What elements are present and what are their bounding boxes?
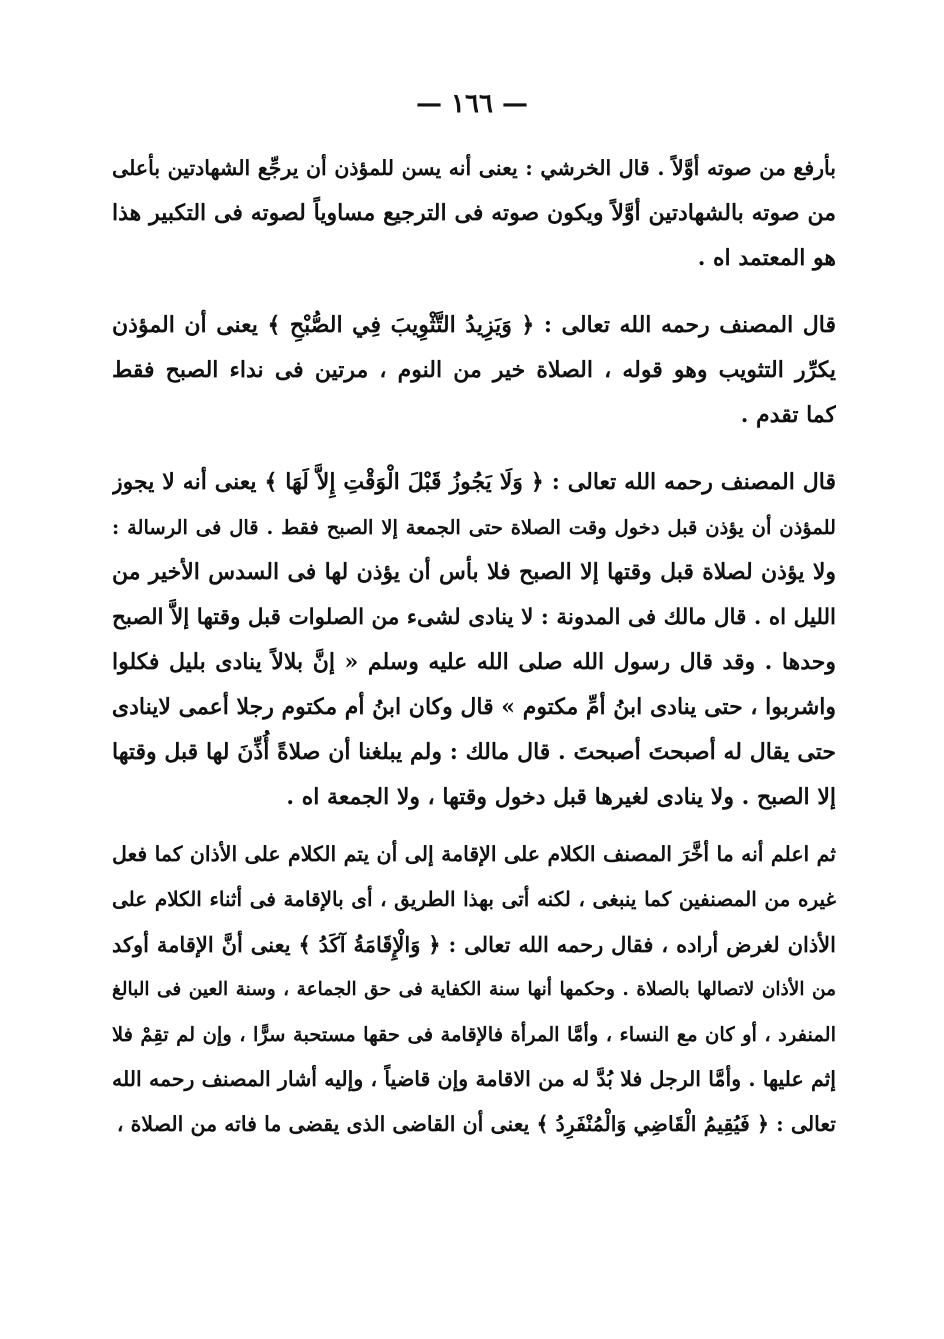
text-line: بأرفع من صوته أوَّلاً . قال الخرشي : يعنى أنه يسن للمؤذن أن يرجِّع الشهادتين بأعلى xyxy=(112,156,836,180)
text-line: واشربوا ، حتى ينادى ابنُ أمِّ مكتوم » قال وكان ابنُ أم مكتوم رجلا أعمى لاينادى xyxy=(112,694,836,720)
paragraph-4 xyxy=(112,832,836,1147)
text-line: وحدها . وقد قال رسول الله صلى الله عليه وسلم « إنَّ بلالاً ينادى بليل فكلوا xyxy=(112,649,836,675)
text-line: هو المعتمد اه . xyxy=(697,245,836,271)
text-line: قال المصنف رحمه الله تعالى : ﴿ وَيَزِيدُ التَّثْوِيبَ فِي الصُّبْحِ ﴾ يعنى أن المؤذن xyxy=(112,312,836,338)
page-number: — ١٦٦ — xyxy=(415,89,529,119)
text-line: حتى يقال له أصبحتَ أصبحتَ . قال مالك : ولم يبلغنا أن صلاةً أُذِّنَ لها قبل وقتها xyxy=(112,739,836,765)
body-text xyxy=(112,146,836,1147)
paragraph-3 xyxy=(112,460,836,820)
text-line: تعالى : ﴿ فَيُقِيمُ الْقَاضِي وَالْمُنْفَرِدُ ﴾ يعنى أن القاضى الذى يقضى ما فاته من الصلاة ، xyxy=(116,1112,836,1136)
text-line: من الأذان لاتصالها بالصلاة . وحكمها أنها سنة الكفاية فى حق الجماعة ، وسنة العين فى البالغ xyxy=(112,979,836,1000)
text-line: الليل اه . قال مالك فى المدونة : لا ينادى لشىء من الصلوات قبل وقتها إلاَّ الصبح xyxy=(112,605,836,630)
text-line: ولا يؤذن لصلاة قبل وقتها إلا الصبح فلا بأس أن يؤذن لها فى السدس الأخير من xyxy=(112,559,836,585)
text-line: يكرِّر التثويب وهو قوله ، الصلاة خير من النوم ، مرتين فى نداء الصبح فقط xyxy=(112,357,836,383)
text-line: إثم عليها . وأمَّا الرجل فلا بُدَّ له من الاقامة وإن قاضياً ، وإليه أشار المصنف رحمه الله xyxy=(112,1067,836,1091)
text-line: المنفرد ، أو كان مع النساء ، وأمَّا المرأة فالإقامة فى حقها مستحبة سرًّا ، وإن لم تقِمْ فلا xyxy=(112,1023,836,1046)
text-line: كما تقدم . xyxy=(740,402,836,428)
text-line: من صوته بالشهادتين أوَّلاً ويكون صوته فى الترجيع مساوياً لصوته فى التكبير هذا xyxy=(112,200,836,226)
paragraph-1 xyxy=(112,146,836,281)
text-line: إلا الصبح . ولا ينادى لغيرها قبل دخول وقتها ، ولا الجمعة اه . xyxy=(286,784,836,810)
paragraph-2 xyxy=(112,303,836,438)
text-line: الأذان لغرض أراده ، فقال رحمه الله تعالى : ﴿ وَالْإِقَامَةُ آكَدُ ﴾ يعنى أنَّ الإقامة أوكد xyxy=(112,932,836,957)
text-line: غيره من المصنفين كما ينبغى ، لكنه أتى بهذا الطريق ، أى بالإقامة فى أثناء الكلام على xyxy=(112,887,836,911)
text-line: قال المصنف رحمه الله تعالى : ﴿ وَلَا يَجُوزُ قَبْلَ الْوَقْتِ إِلاَّ لَهَا ﴾ يعنى أنه لا يجوز xyxy=(112,469,836,495)
text-line: ثم اعلم أنه ما أخَّرَ المصنف الكلام على الإقامة إلى أن يتم الكلام على الأذان كما فعل xyxy=(112,842,836,866)
text-line: للمؤذن أن يؤذن قبل دخول وقت الصلاة حتى الجمعة إلا الصبح فقط . قال فى الرسالة : xyxy=(112,516,836,539)
